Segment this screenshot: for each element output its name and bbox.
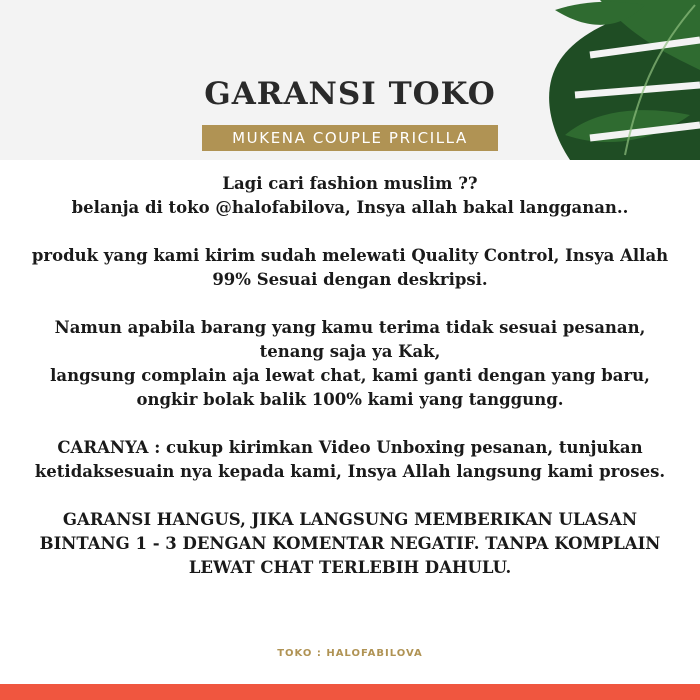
bottom-accent-bar xyxy=(0,684,700,700)
guarantee-text-block xyxy=(30,172,670,580)
store-footer-label: TOKO : HALOFABILOVA xyxy=(277,648,423,659)
product-subtitle-banner: MUKENA COUPLE PRICILLA xyxy=(202,125,498,151)
complaint-paragraph xyxy=(30,316,670,412)
complaint-line-2: langsung complain aja lewat chat, kami ganti dengan yang baru, ongkir bolak balik 100% kami yang tanggung. xyxy=(50,366,650,409)
page-title: GARANSI TOKO xyxy=(204,76,496,112)
procedure-paragraph: CARANYA : cukup kirimkan Video Unboxing pesanan, tunjukan ketidaksesuain nya kepada kami, Insya Allah langsung kami proses. xyxy=(34,438,666,481)
intro-line-1: Lagi cari fashion muslim ?? xyxy=(222,174,478,193)
warning-paragraph: GARANSI HANGUS, JIKA LANGSUNG MEMBERIKAN ULASAN BINTANG 1 - 3 DENGAN KOMENTAR NEGATIF. TANPA KOMPLAIN LEWAT CHAT TERLEBIH DAHULU. xyxy=(39,510,661,577)
quality-paragraph: produk yang kami kirim sudah melewati Quality Control, Insya Allah 99% Sesuai dengan deskripsi. xyxy=(31,246,669,289)
complaint-line-1: Namun apabila barang yang kamu terima tidak sesuai pesanan, tenang saja ya Kak, xyxy=(54,318,646,361)
intro-line-2: belanja di toko @halofabilova, Insya allah bakal langganan.. xyxy=(71,198,629,217)
intro-paragraph xyxy=(30,172,670,220)
